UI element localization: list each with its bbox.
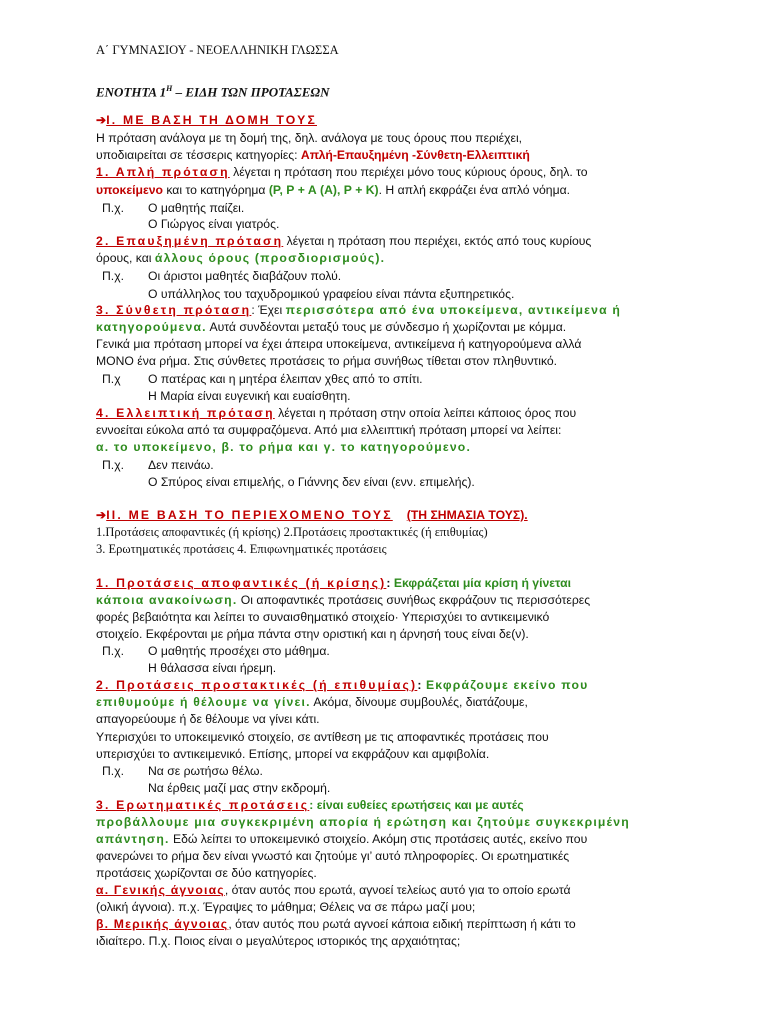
elliptic-example-2: Ο Σπύρος είναι επιμελής, ο Γιάννης δεν είναι (ενν. επιμελής). — [148, 475, 475, 489]
example-text: Δεν πεινάω. — [148, 458, 214, 472]
section1-heading-text: Ι. ΜΕ ΒΑΣΗ ΤΗ ΔΟΜΗ ΤΟΥΣ — [106, 113, 317, 127]
extended-def-line2 — [96, 250, 385, 267]
simple-example-1 — [102, 200, 245, 217]
elliptic-missing-parts: α. το υποκείμενο, β. το ρήμα και γ. το κατηγορούμενο. — [96, 440, 472, 454]
simple-def-end: . Η απλή εκφράζει ένα απλό νόημα. — [378, 183, 571, 197]
simple-example-2: Ο Γιώργος είναι γιατρός. — [148, 217, 280, 231]
extended-example-2: Ο υπάλληλος του ταχυδρομικού γραφείου είναι πάντα εξυπηρετικός. — [148, 287, 515, 301]
colon: : — [386, 576, 391, 590]
declarative-def-line3: φορές βεβαιότητα και λείπει το συναισθηματικό στοιχείο· Υπερισχύει το αντικειμενικό — [96, 610, 550, 624]
compound-def: : Έχει — [251, 303, 286, 317]
example-label: Π.χ — [102, 372, 121, 386]
section2-heading — [96, 507, 528, 524]
compound-def-line4: ΜΟΝΟ ένα ρήμα. Στις σύνθετες προτάσεις το ρήμα συνήθως τίθεται στον πληθυντικό. — [96, 354, 558, 368]
simple-def-text: και το κατηγόρημα — [162, 183, 269, 197]
compound-example-2: Η Μαρία είναι ευγενική και ευαίσθητη. — [148, 389, 351, 403]
simple-term: 1. Απλή πρόταση — [96, 165, 230, 179]
document-header: Α΄ ΓΥΜΝΑΣΙΟΥ - ΝΕΟΕΛΛΗΝΙΚΗ ΓΛΩΣΣΑ — [96, 43, 339, 57]
interrogative-def-line2: προβάλλουμε μια συγκεκριμένη απορία ή ερώτηση και ζητούμε συγκεκριμένη — [96, 815, 630, 829]
extended-def-line1 — [96, 233, 591, 250]
interrogative-def-line5: προτάσεις χωρίζονται σε δύο κατηγορίες. — [96, 866, 317, 880]
example-text: Οι άριστοι μαθητές διαβάζουν πολύ. — [148, 269, 342, 283]
declarative-example-1 — [102, 643, 330, 660]
elliptic-def: λέγεται η πρόταση στην οποία λείπει κάποιος όρος που — [274, 406, 577, 420]
categories-list: Απλή-Επαυξημένη -Σύνθετη-Ελλειπτική — [300, 148, 530, 162]
example-text: Να σε ρωτήσω θέλω. — [148, 764, 263, 778]
imperative-example-1 — [102, 763, 263, 780]
imperative-def-line3: απαγορεύουμε ή δε θέλουμε να γίνει κάτι. — [96, 712, 320, 726]
interrogative-def-text: Εδώ λείπει το υποκειμενικό στοιχείο. Ακόμη στις προτάσεις αυτές, εκείνο που — [169, 832, 588, 846]
intro-text: υποδιαιρείται σε τέσσερις κατηγορίες: — [96, 148, 301, 162]
general-ignorance-line2: (ολική άγνοια). π.χ. Έγραψες το μάθημα; Θέλεις να σε πάρω μαζί μου; — [96, 900, 476, 914]
declarative-example-2: Η θάλασσα είναι ήρεμη. — [148, 661, 277, 675]
partial-ignorance-term: β. Μερικής άγνοιας — [96, 917, 229, 931]
imperative-example-2: Να έρθεις μαζί μας στην εκδρομή. — [148, 781, 331, 795]
section2-list-line2: 3. Ερωτηματικές προτάσεις 4. Επιφωνηματικές προτάσεις — [96, 542, 387, 556]
section1-intro-line2 — [96, 147, 530, 164]
extended-def: λέγεται η πρόταση που περιέχει, εκτός από τους κυρίους — [283, 234, 592, 248]
elliptic-term: 4. Ελλειπτική πρόταση — [96, 406, 275, 420]
colon: : — [417, 678, 422, 692]
partial-ignorance-def: , όταν αυτός που ρωτά αγνοεί κάποια ειδική περίπτωση ή κάτι το — [228, 917, 576, 931]
general-ignorance-def: , όταν αυτός που ερωτά, αγνοεί τελείως αυτό για το οποίο ερωτά — [224, 883, 571, 897]
partial-ignorance-line2: ιδιαίτερο. Π.χ. Ποιος είναι ο μεγαλύτερος ιστορικός της αρχαιότητας; — [96, 934, 461, 948]
interrogative-def-line3 — [96, 831, 587, 848]
extended-def-text: όρους, και — [96, 251, 155, 265]
imperative-def-line5: υπερισχύει το αντικειμενικό. Επίσης, μπορεί να εκφράζουν και αμφιβολία. — [96, 747, 490, 761]
imperative-def-text: Ακόμα, δίνουμε συμβουλές, διατάζουμε, — [310, 695, 528, 709]
answer-term: απάντηση. — [96, 832, 170, 846]
compound-def-line2 — [96, 319, 566, 336]
elliptic-def-line1 — [96, 405, 576, 422]
example-label: Π.χ. — [102, 764, 124, 778]
section2-list-line1: 1.Προτάσεις αποφαντικές (ή κρίσης) 2.Προτάσεις προστακτικές (ή επιθυμίας) — [96, 525, 488, 539]
extended-example-1 — [102, 268, 342, 285]
declarative-def-line1 — [96, 575, 571, 592]
imperative-def-line4: Υπερισχύει το υποκειμενικό στοιχείο, σε αντίθεση με τις αποφαντικές προτάσεις που — [96, 730, 549, 744]
predicate-formula: (Ρ, Ρ + Α (Α), Ρ + Κ) — [268, 183, 379, 197]
general-ignorance-line1 — [96, 882, 571, 899]
example-label: Π.χ. — [102, 458, 124, 472]
compound-term: 3. Σύνθετη πρόταση — [96, 303, 252, 317]
simple-def-line2 — [96, 182, 570, 199]
imperative-def-line1 — [96, 677, 588, 694]
section1-intro-line1: Η πρόταση ανάλογα με τη δομή της, δηλ. ανάλογα με τους όρους που περιέχει, — [96, 131, 523, 145]
compound-def-text: Αυτά συνδέονται μεταξύ τους με σύνδεσμο ή χωρίζονται με κόμμα. — [206, 320, 567, 334]
arrow-right-icon: ➔ — [96, 113, 107, 127]
general-ignorance-term: α. Γενικής άγνοιας — [96, 883, 225, 897]
announcement-term: κάποια ανακοίνωση. — [96, 593, 238, 607]
unit-title-rest: – ΕΙΔΗ ΤΩΝ ΠΡΟΤΑΣΕΩΝ — [172, 84, 330, 100]
declarative-def-line4: στοιχείο. Εκφέρονται με ρήμα πάντα στην οριστική και η άρνησή τους είναι δε(ν). — [96, 627, 529, 641]
section2-heading-paren: (ΤΗ ΣΗΜΑΣΙΑ ΤΟΥΣ). — [406, 508, 528, 522]
subject-term: υποκείμενο — [96, 183, 163, 197]
declarative-def-line2 — [96, 592, 590, 609]
compound-def-line3: Γενικά μια πρόταση μπορεί να έχει άπειρα υποκείμενα, αντικείμενα ή κατηγορούμενα αλλά — [96, 337, 582, 351]
simple-def: λέγεται η πρόταση που περιέχει μόνο τους κύριους όρους, δηλ. το — [229, 165, 588, 179]
declarative-highlight: Εκφράζεται μία κρίση ή γίνεται — [390, 576, 571, 590]
partial-ignorance-line1 — [96, 916, 576, 933]
interrogative-highlight: : είναι ευθείες ερωτήσεις και με αυτές — [309, 798, 524, 812]
elliptic-example-1 — [102, 457, 214, 474]
imperative-def-line2 — [96, 694, 528, 711]
example-text: Ο πατέρας και η μητέρα έλειπαν χθες από το σπίτι. — [148, 372, 423, 386]
elliptic-def-line2: εννοείται εύκολα από τα συμφραζόμενα. Από μια ελλειπτική πρόταση μπορεί να λείπει: — [96, 423, 562, 437]
compound-example-1 — [102, 371, 423, 388]
compound-def-line1 — [96, 302, 621, 319]
declarative-term: 1. Προτάσεις αποφαντικές (ή κρίσης) — [96, 576, 387, 590]
modifiers-term: άλλους όρους (προσδιορισμούς). — [154, 251, 386, 265]
example-label: Π.χ. — [102, 201, 124, 215]
simple-def-line1 — [96, 164, 588, 181]
unit-title-sup: Η — [166, 84, 173, 93]
example-label: Π.χ. — [102, 644, 124, 658]
example-text: Ο μαθητής παίζει. — [148, 201, 245, 215]
predicates-term: κατηγορούμενα. — [96, 320, 207, 334]
unit-title — [96, 80, 329, 100]
imperative-highlight: Εκφράζουμε εκείνο που — [421, 678, 589, 692]
section1-heading — [96, 112, 317, 129]
interrogative-term: 3. Ερωτηματικές προτάσεις — [96, 798, 310, 812]
example-label: Π.χ. — [102, 269, 124, 283]
example-text: Ο μαθητής προσέχει στο μάθημα. — [148, 644, 330, 658]
section2-heading-text: ΙΙ. ΜΕ ΒΑΣΗ ΤΟ ΠΕΡΙΕΧΟΜΕΝΟ ΤΟΥΣ — [106, 508, 393, 522]
imperative-term: 2. Προτάσεις προστακτικές (ή επιθυμίας) — [96, 678, 418, 692]
interrogative-def-line1 — [96, 797, 524, 814]
interrogative-def-line4: φανερώνει το ρήμα δεν είναι γνωστό και ζητούμε γι’ αυτό πληροφορίες. Οι ερωτηματικές — [96, 849, 570, 863]
arrow-right-icon: ➔ — [96, 508, 107, 522]
compound-highlight: περισσότερα από ένα υποκείμενα, αντικείμενα ή — [285, 303, 622, 317]
unit-title-main: ΕΝΟΤΗΤΑ 1 — [96, 84, 167, 100]
wish-term: επιθυμούμε ή θέλουμε να γίνει. — [96, 695, 311, 709]
extended-term: 2. Επαυξημένη πρόταση — [96, 234, 284, 248]
declarative-def-text: Οι αποφαντικές προτάσεις συνήθως εκφράζουν τις περισσότερες — [237, 593, 591, 607]
